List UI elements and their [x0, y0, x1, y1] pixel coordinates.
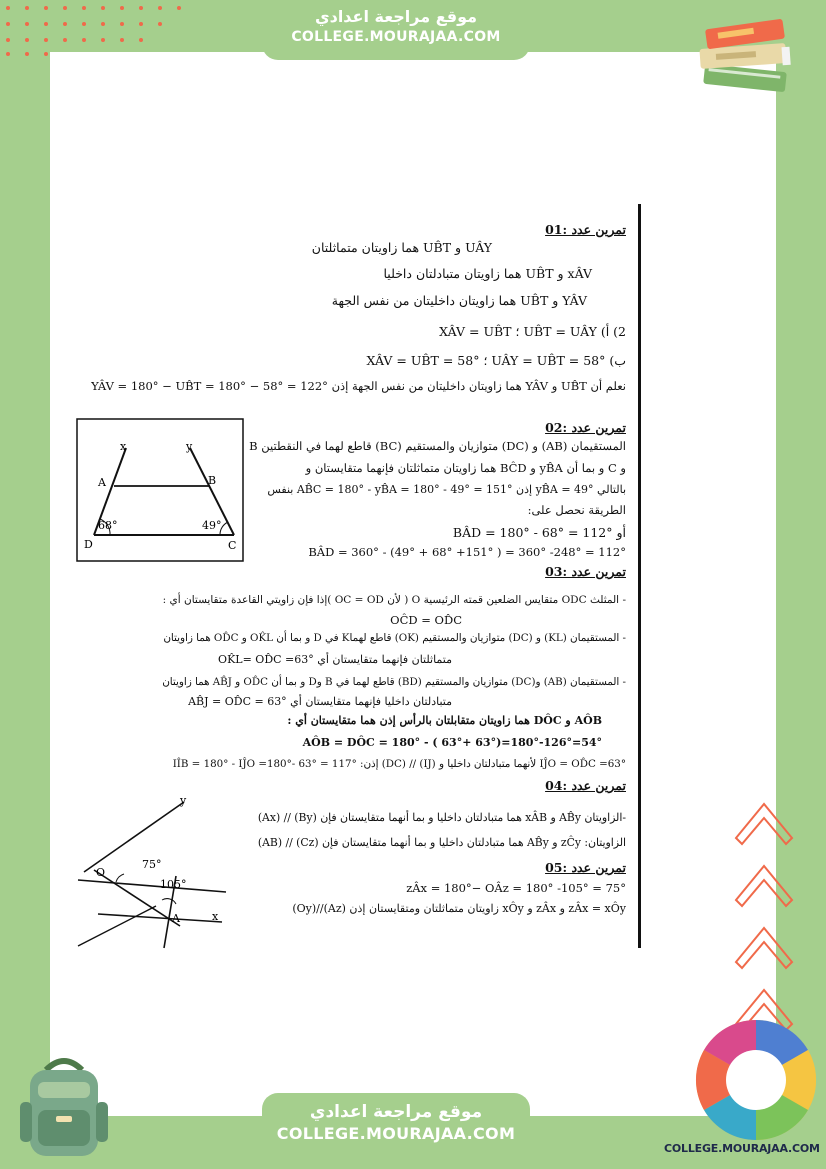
decorative-dot — [82, 38, 86, 42]
stack-of-books-icon — [690, 10, 802, 98]
exercise1-line: YÂV و UB̂T هما زاويتان داخليتان من نفس الجهة — [331, 293, 587, 308]
exercise1-line: xÂV و UB̂T هما زاويتان متبادلتان داخليا — [383, 266, 592, 281]
header-banner[interactable] — [262, 0, 530, 60]
footer-site-url[interactable]: COLLEGE.MOURAJAA.COM — [276, 1124, 516, 1143]
figure-label: 68° — [98, 519, 118, 532]
decorative-dot — [139, 38, 143, 42]
decorative-dot — [25, 38, 29, 42]
margin-rule — [638, 204, 641, 948]
exercise2-title: تمرين عدد :02 — [545, 420, 626, 435]
decorative-dot — [139, 6, 143, 10]
exercise1-title: تمرين عدد :01 — [545, 222, 626, 237]
exercise3-line: OĈD = OD̂C — [390, 613, 462, 627]
figure-label: A — [98, 476, 106, 489]
exercise2-line: و C و بما أن yB̂A و BĈD هما زاويتان متماثلتان فإنهما متقايستان و — [305, 461, 626, 475]
decorative-dot — [101, 22, 105, 26]
decorative-dot — [25, 52, 29, 56]
decorative-dot — [158, 6, 162, 10]
decorative-dot — [120, 6, 124, 10]
decorative-dot — [120, 22, 124, 26]
exercise1-line: UÂY و UB̂T هما زاويتان متماثلتان — [311, 240, 492, 255]
school-subjects-circle-icon — [694, 1018, 818, 1142]
exercise5-title: تمرين عدد :05 — [545, 860, 626, 875]
exercise2-trapezoid-figure — [76, 418, 244, 562]
decorative-dot — [82, 22, 86, 26]
exercise2-line: المستقيمان (AB) و (DC) متوازيان والمستقيم (BC) قاطع لهما في النقطتين B — [249, 439, 626, 453]
exercise3-line: IĴO = OD̂C =63° لأنهما متبادلتان داخليا و (IJ) // (DC) إذن: IÎB = 180° - IĴO =180°- 63° = 117° — [172, 758, 626, 770]
exercise4-line: -الزاويتان AB̂y و xÂB هما متبادلتان داخليا و بما أنهما متقايستان فإن (By) // (Ax) — [257, 811, 626, 824]
exercise1-line: نعلم أن UB̂T و YÂV هما زاويتان داخليتان من نفس الجهة إذن YÂV = 180° − UB̂T = 180° − 58° = 122° — [91, 379, 626, 393]
header-site-name: موقع مراجعة اعدادي — [314, 7, 478, 26]
exercise2-line: بالتالي yB̂A = 49° إذن AB̂C = 180° - yB̂A = 180° - 49° = 151° بنفس — [267, 483, 626, 496]
figure-label: 49° — [202, 519, 222, 532]
figure-label: x — [120, 440, 127, 453]
decorative-dot — [63, 38, 67, 42]
header-site-url[interactable]: COLLEGE.MOURAJAA.COM — [291, 29, 501, 45]
exercise4-parallel-lines-figure — [76, 796, 246, 950]
backpack-icon — [16, 1052, 112, 1162]
decorative-dot — [44, 38, 48, 42]
figure-label: x — [212, 910, 219, 923]
exercise5-line: zÂx = xÔy و zÂx و xÔy زاويتان متماثلتان ومتقايستان إذن (Az)//(Oy) — [292, 902, 626, 915]
decorative-dot — [44, 22, 48, 26]
decorative-dot — [25, 22, 29, 26]
exercise3-title: تمرين عدد :03 — [545, 564, 626, 579]
decorative-dot — [6, 52, 10, 56]
decorative-dot — [44, 6, 48, 10]
figure-label: 105° — [160, 878, 187, 891]
decorative-dot — [6, 22, 10, 26]
figure-label: y — [186, 440, 193, 453]
decorative-dot — [120, 38, 124, 42]
decorative-dot — [82, 6, 86, 10]
exercise3-line: AÔB و DÔC هما زاويتان متقابلتان بالرأس إذن هما متقايستان أي : — [287, 714, 602, 727]
decorative-dot — [139, 22, 143, 26]
exercise3-line: - المستقيمان (AB) و(DC) متوازيان والمستقيم (BD) قاطع لهما في B وD و بما أن OD̂C و AB̂J هما زاويتان — [162, 676, 626, 688]
decorative-dot — [177, 6, 181, 10]
exercise2-line: أو BÂD = 180° - 68° = 112° — [452, 525, 626, 540]
decorative-dot — [158, 22, 162, 26]
exercise3-line: متماثلتان فإنهما متقايستان أي OK̂L= OD̂C =63° — [218, 653, 452, 666]
exercise2-line: الطريقة نحصل على: — [527, 503, 626, 517]
decorative-dot — [101, 6, 105, 10]
exercise3-line: AÔB = DÔC = 180° - ( 63°+ 63°)=180°-126°=54° — [302, 736, 602, 749]
solution-document — [76, 200, 642, 950]
exercise2-line: BÂD = 360° - (49° + 68° +151° ) = 360° -248° = 112° — [308, 545, 626, 559]
figure-label: y — [180, 796, 187, 807]
exercise1-line: 2) أ) UB̂T = UÂY ؛ XÂV = UB̂T — [439, 324, 626, 339]
figure-label: D — [84, 538, 93, 551]
decorative-dot — [63, 22, 67, 26]
figure-label: B — [208, 474, 217, 487]
decorative-dot — [25, 6, 29, 10]
exercise4-line: الزاويتان: zĈy و AB̂y هما متبادلتان داخليا و بما أنهما متقايستان فإن (Cz) // (AB) — [257, 836, 626, 849]
figure-label: O — [96, 866, 106, 879]
decorative-dot — [63, 6, 67, 10]
exercise4-title: تمرين عدد :04 — [545, 778, 626, 793]
decorative-dot — [6, 38, 10, 42]
footer-brand-url[interactable]: COLLEGE.MOURAJAA.COM — [664, 1142, 820, 1155]
exercise5-line: zÂx = 180°− OÂz = 180° -105° = 75° — [406, 881, 626, 895]
chevron-up-icon — [734, 790, 794, 1050]
decorative-dot — [6, 6, 10, 10]
figure-label: A — [172, 912, 180, 925]
footer-site-name: موقع مراجعة اعدادي — [309, 1102, 483, 1122]
exercise3-line: - المستقيمان (KL) و (DC) متوازيان والمستقيم (OK) قاطع لهماK في D و بما أن OK̂L و OD̂C هما زاويتان — [163, 632, 626, 644]
footer-banner[interactable] — [262, 1093, 530, 1169]
exercise1-line: ب) UÂY = UB̂T = 58° ؛ XÂV = UB̂T = 58° — [366, 353, 626, 368]
decorative-dot — [44, 52, 48, 56]
figure-label: 75° — [142, 858, 162, 871]
figure-label: C — [228, 539, 237, 552]
decorative-dot — [101, 38, 105, 42]
exercise3-line: متبادلتان داخليا فإنهما متقايستان أي AB̂J = OD̂C = 63° — [188, 695, 452, 708]
exercise3-line: - المثلث ODC متقايس الضلعين قمته الرئيسية O ( لأن OC = OD )إذا فإن زاويتي القاعدة متقايستان أي : — [162, 594, 626, 606]
